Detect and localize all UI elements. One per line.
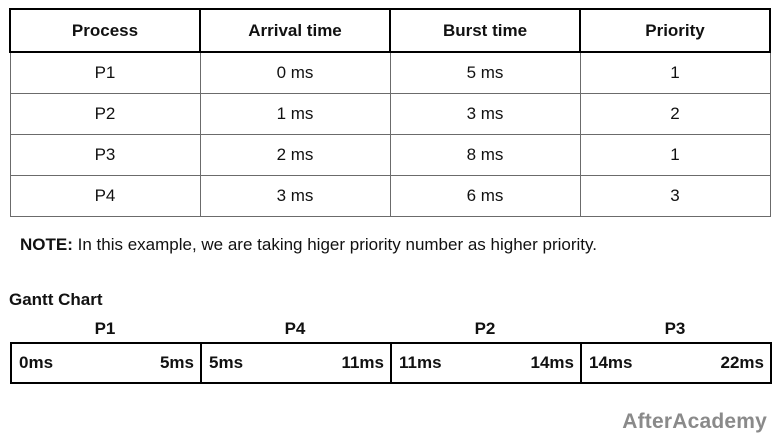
gantt-chart-title: Gantt Chart (9, 290, 103, 309)
cell-burst-time: 5 ms (390, 52, 580, 94)
gantt-process-label: P1 (94, 319, 116, 338)
gantt-segment-p3 (582, 344, 770, 382)
cell-priority: 1 (580, 135, 770, 176)
note-label: NOTE: (20, 235, 73, 254)
gantt-end-time: 11ms (341, 353, 384, 372)
gantt-process-label: P4 (284, 319, 306, 338)
cell-burst-time: 3 ms (390, 94, 580, 135)
cell-process: P2 (10, 94, 200, 135)
note-text (20, 235, 597, 255)
cell-burst-time: 8 ms (390, 135, 580, 176)
cell-priority: 3 (580, 176, 770, 217)
cell-process: P3 (10, 135, 200, 176)
table-row (10, 94, 770, 135)
table-row (10, 135, 770, 176)
header-arrival-time: Arrival time (200, 9, 390, 52)
table-row (10, 176, 770, 217)
gantt-start-time: 14ms (589, 353, 633, 372)
gantt-end-time: 14ms (530, 353, 574, 372)
header-burst-time: Burst time (390, 9, 580, 52)
gantt-segment-p4 (202, 344, 392, 382)
gantt-bar (10, 342, 772, 384)
cell-arrival-time: 1 ms (200, 94, 390, 135)
process-table (9, 8, 771, 217)
cell-arrival-time: 0 ms (200, 52, 390, 94)
note-body: In this example, we are taking higer priority number as higher priority. (72, 235, 597, 254)
gantt-start-time: 5ms (209, 353, 244, 372)
cell-priority: 1 (580, 52, 770, 94)
cell-process: P4 (10, 176, 200, 217)
cell-burst-time: 6 ms (390, 176, 580, 217)
gantt-segment-p2 (392, 344, 582, 382)
gantt-segment-p1 (12, 344, 202, 382)
gantt-process-label: P2 (474, 319, 496, 338)
table-header-row (10, 9, 770, 52)
header-process: Process (10, 9, 200, 52)
gantt-process-labels (10, 319, 772, 341)
gantt-start-time: 11ms (399, 353, 442, 372)
header-priority: Priority (580, 9, 770, 52)
gantt-end-time: 5ms (159, 353, 194, 372)
gantt-end-time: 22ms (720, 353, 764, 372)
gantt-start-time: 0ms (19, 353, 54, 372)
afteracademy-logo: AfterAcademy (622, 410, 767, 433)
table-row (10, 52, 770, 94)
gantt-process-label: P3 (664, 319, 686, 338)
cell-arrival-time: 2 ms (200, 135, 390, 176)
cell-process: P1 (10, 52, 200, 94)
cell-priority: 2 (580, 94, 770, 135)
cell-arrival-time: 3 ms (200, 176, 390, 217)
